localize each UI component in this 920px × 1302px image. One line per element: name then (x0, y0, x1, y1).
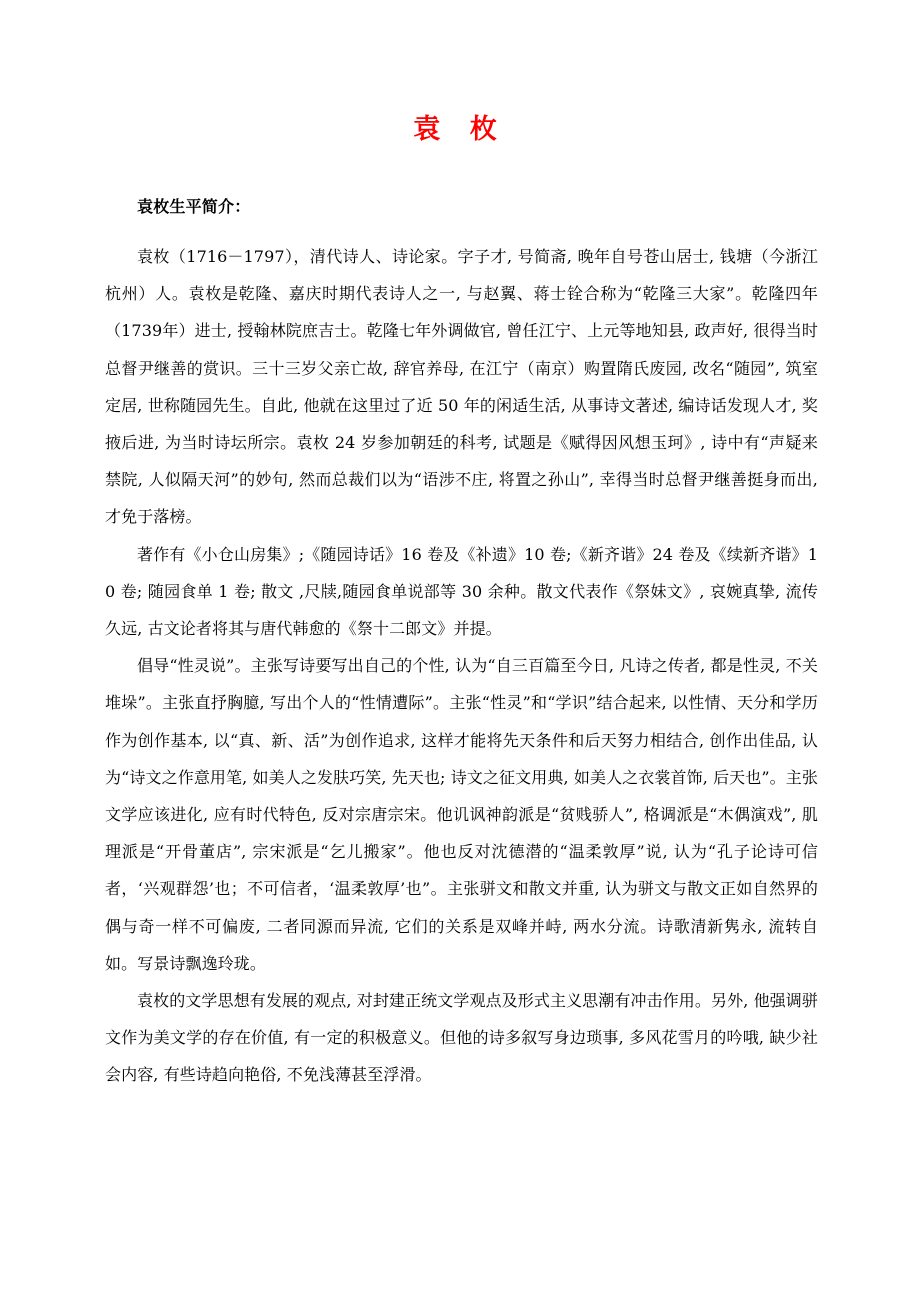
paragraph-evaluation: 袁枚的文学思想有发展的观点, 对封建正统文学观点及形式主义思潮有冲击作用。另外, 他强调骈文作为美文学的存在价值, 有一定的积极意义。但他的诗多叙写身边琐事, 多风花雪月的吟哦, 缺少社会内容, 有些诗趋向艳俗, 不免浅薄甚至浮滑。 (105, 991, 818, 1085)
paragraph-biography: 袁枚（1716－1797），清代诗人、诗论家。字子才, 号简斋, 晚年自号苍山居士, 钱塘（今浙江杭州）人。袁枚是乾隆、嘉庆时期代表诗人之一, 与赵翼、蒋士铨合称为“乾隆三大家”。乾隆四年（1739年）进士, 授翰林院庶吉士。乾隆七年外调做官, 曾任江宁、上元等地知县, 政声好, 很得当时总督尹继善的赏识。三十三岁父亲亡故, 辞官养母, 在江宁（南京）购置隋氏废园, 改名“随园”, 筑室定居, 世称随园先生。自此, 他就在这里过了近 50 年的闲适生活, 从事诗文著述, 编诗话发现人才, 奖掖后进, 为当时诗坛所宗。袁枚 24 岁参加朝廷的科考, 试题是《赋得因风想玉珂》, 诗中有“声疑来禁院, 人似隔天河”的妙句, 然而总裁们以为“语涉不庄, 将置之孙山”, 幸得当时总督尹继善挺身而出, 才免于落榜。 (105, 247, 818, 527)
section-heading-biography: 袁枚生平简介： (137, 197, 251, 216)
document-body (0, 188, 920, 1094)
paragraph-poetic-theory: 倡导“性灵说”。主张写诗要写出自己的个性, 认为“自三百篇至今日, 凡诗之传者, 都是性灵, 不关堆垛”。主张直抒胸臆, 写出个人的“性情遭际”。主张“性灵”和“学识”结合起来, 以性情、天分和学历作为创作基本, 以“真、新、活”为创作追求, 这样才能将先天条件和后天努力相结合, 创作出佳品, 认为“诗文之作意用笔, 如美人之发肤巧笑, 先天也; 诗文之征文用典, 如美人之衣裳首饰, 后天也”。主张文学应该进化, 应有时代特色, 反对宗唐宗宋。他讥讽神韵派是“贫贱骄人”, 格调派是“木偶演戏”, 肌理派是“开骨董店”, 宗宋派是“乞儿搬家”。他也反对沈德潜的“温柔敦厚”说, 认为“孔子论诗可信者，‘兴观群怨’也；不可信者，‘温柔敦厚’也”。主张骈文和散文并重, 认为骈文与散文正如自然界的偶与奇一样不可偏废, 二者同源而异流, 它们的关系是双峰并峙, 两水分流。诗歌清新隽永, 流转自如。写景诗飘逸玲珑。 (105, 656, 818, 973)
page-title: 袁 枚 (413, 114, 507, 145)
paragraph-works: 著作有《小仓山房集》;《随园诗话》16 卷及《补遗》10 卷;《新齐谐》24 卷及《续新齐谐》10 卷; 随园食单 1 卷; 散文 ,尺牍,随园食单说部等 30 余种。散文代表作《祭妹文》, 哀婉真挚, 流传久远, 古文论者将其与唐代韩愈的《祭十二郎文》并提。 (105, 544, 818, 639)
